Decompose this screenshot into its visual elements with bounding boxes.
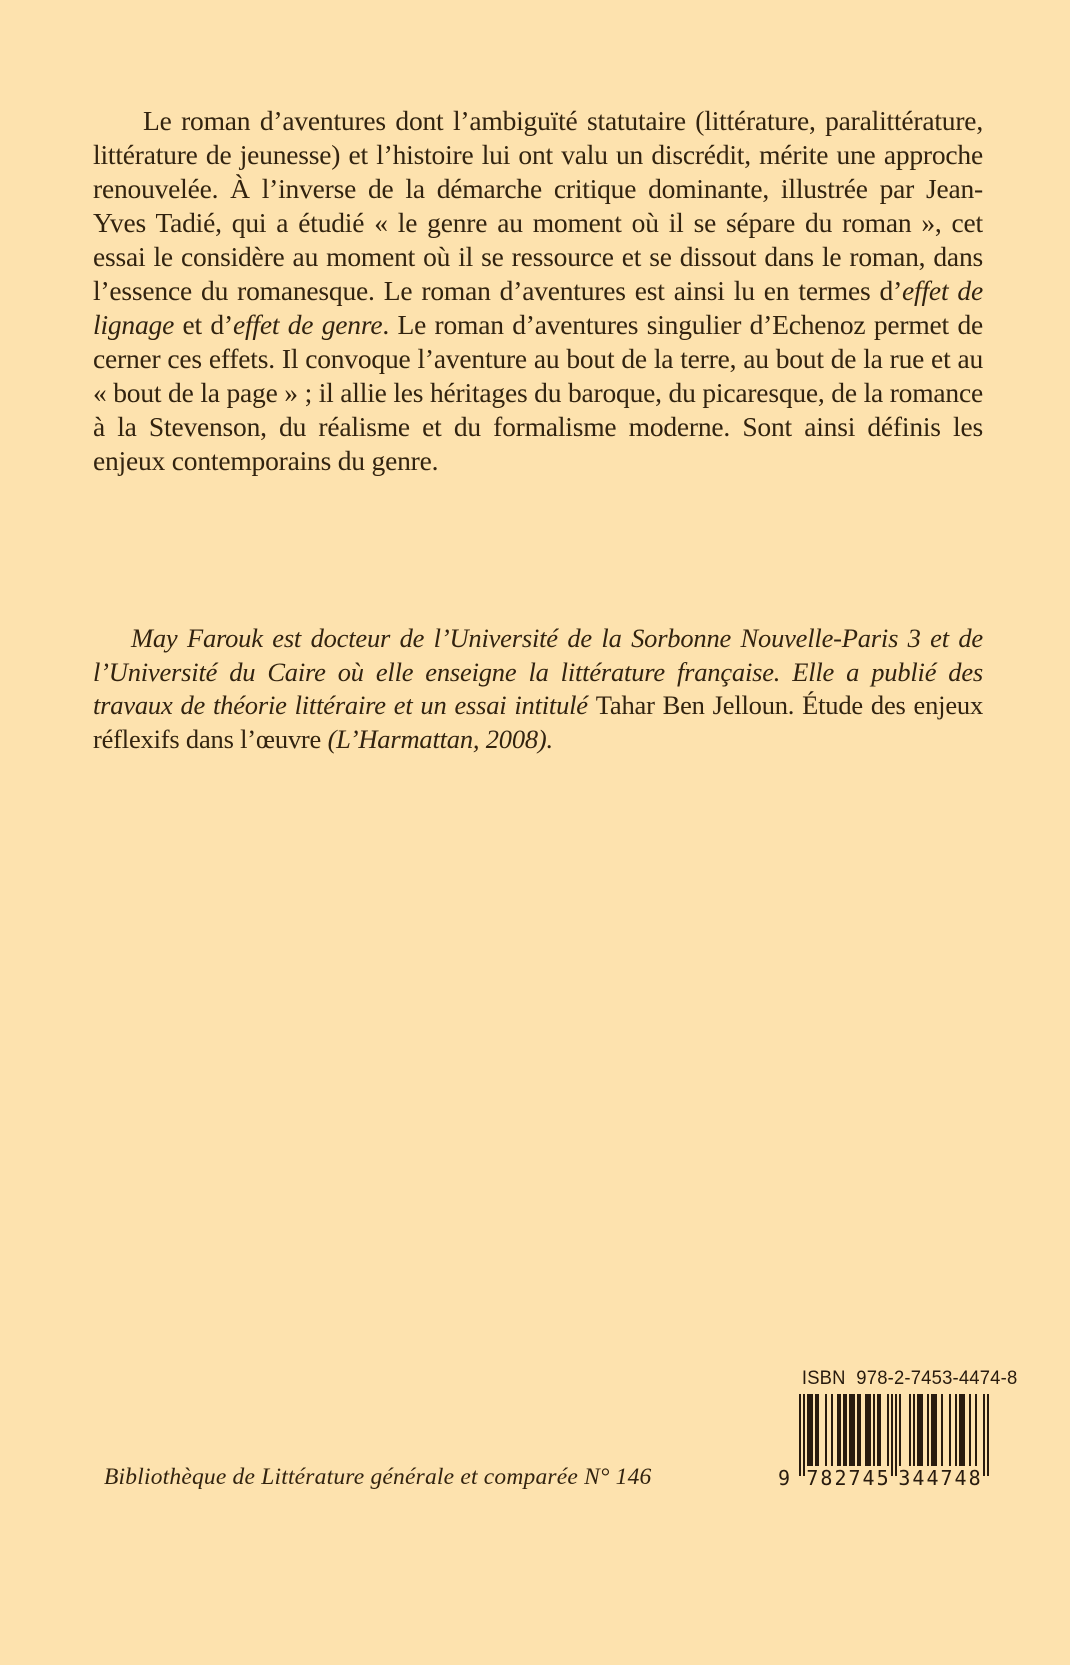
barcode-bar	[909, 1394, 911, 1466]
barcode-guard-bar	[895, 1394, 897, 1476]
isbn-label: ISBN 978-2-7453-4474-8	[801, 1368, 1018, 1389]
synopsis-paragraph: Le roman d’aventures dont l’ambiguïté statutaire (littérature, paralittérature, littérature de jeunesse) et l’histoire lui ont valu un discrédit, mérite une approche renouvelée. À l’inverse de la démarche critique dominante, illustrée par Jean-Yves Tadié, qui a étudié « le genre au moment où il se sépare du roman », cet essai le considère au moment où il se ressource et se dissout dans le roman, dans l’essence du romanesque. Le roman d’aventures est ainsi lu en termes d’effet de lignage et d’effet de genre. Le roman d’aventures singulier d’Echenoz permet de cerner ces effets. Il convoque l’aventure au bout de la terre, au bout de la rue et au « bout de la page » ; il allie les héritages du baroque, du picaresque, de la romance à la Stevenson, du réalisme et du formalisme moderne. Sont ainsi définis les enjeux contemporains du genre.	[93, 105, 984, 476]
barcode-bar	[807, 1394, 813, 1466]
barcode-guard-bar	[987, 1394, 989, 1476]
barcode-bar	[887, 1394, 889, 1466]
barcode-bar	[843, 1394, 847, 1466]
barcode-bar	[865, 1394, 871, 1466]
barcode-bar	[899, 1394, 901, 1466]
barcode-bar	[857, 1394, 861, 1466]
barcode-bar	[969, 1394, 971, 1466]
barcode-bar	[941, 1394, 943, 1466]
barcode-bar	[837, 1394, 841, 1466]
barcode-bar	[955, 1394, 957, 1466]
barcode-digits-right: 344748	[898, 1466, 983, 1490]
barcode-bar	[831, 1394, 833, 1466]
barcode-bar	[815, 1394, 819, 1466]
series-label: Bibliothèque de Littérature générale et comparée N° 146	[104, 1464, 652, 1490]
barcode-bar	[931, 1394, 937, 1466]
barcode-bar	[959, 1394, 965, 1466]
ean13-barcode	[777, 1394, 989, 1494]
barcode-bar	[849, 1394, 855, 1466]
barcode-guard-bar	[799, 1394, 801, 1476]
barcode-bar	[877, 1394, 881, 1466]
barcode-bar	[975, 1394, 977, 1466]
barcode-digits-left: 782745	[806, 1466, 891, 1490]
author-bio-paragraph: May Farouk est docteur de l’Université de la Sorbonne Nouvelle-Paris 3 et de l’Université du Caire où elle enseigne la littérature française. Elle a publié des travaux de théorie littéraire et un essai intitulé Tahar Ben Jelloun. Étude des enjeux réflexifs dans l’œuvre (L’Harmattan, 2008).	[93, 623, 983, 754]
barcode-digit-prefix: 9	[777, 1466, 791, 1490]
barcode-guard-bar	[891, 1394, 893, 1476]
barcode-bar	[913, 1394, 915, 1466]
barcode-bar	[949, 1394, 951, 1466]
barcode-bar	[873, 1394, 875, 1466]
barcode-bar	[927, 1394, 929, 1466]
barcode-bar	[917, 1394, 923, 1466]
barcode-guard-bar	[803, 1394, 805, 1476]
barcode-bar	[825, 1394, 827, 1466]
barcode-guard-bar	[983, 1394, 985, 1476]
